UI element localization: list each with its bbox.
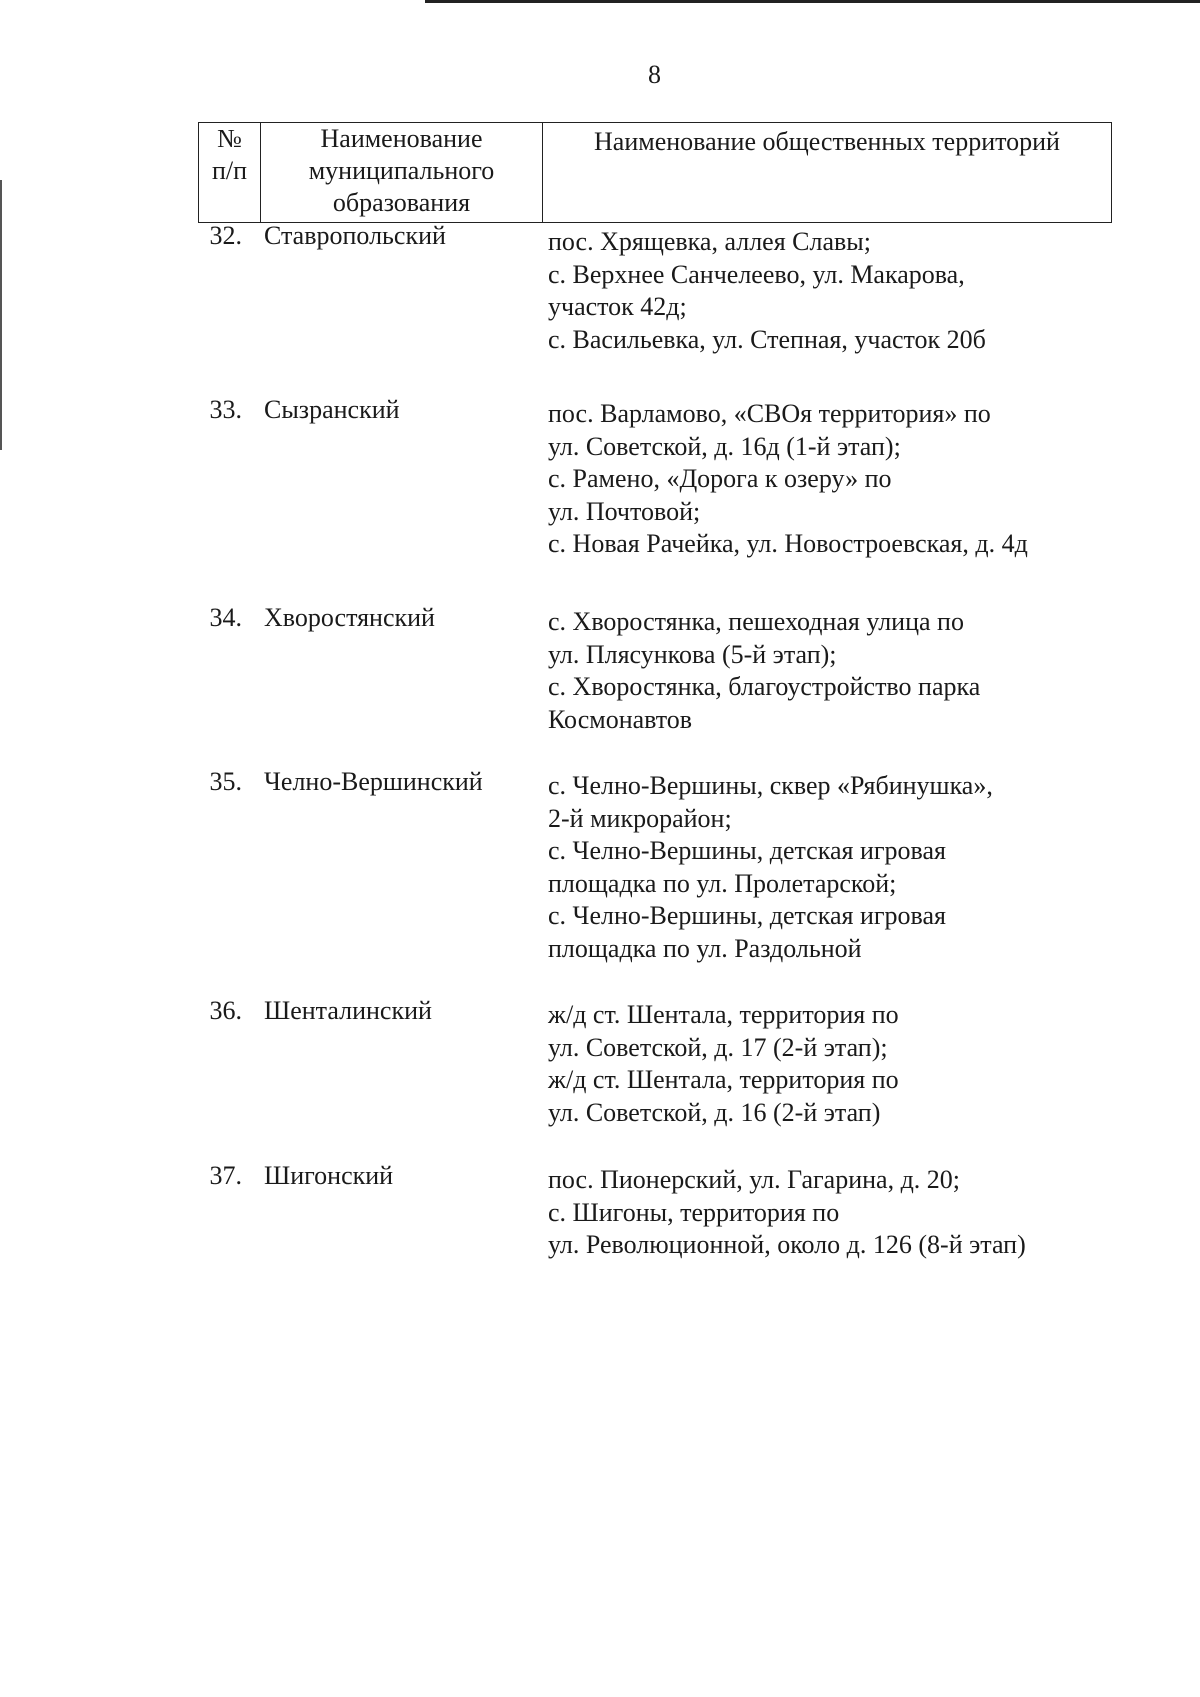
territory-list (548, 770, 1108, 966)
row-number: 37. (209, 1161, 242, 1190)
territory-line: Космонавтов (548, 704, 693, 734)
territory-line: с. Хворостянка, благоустройство парка (548, 672, 981, 702)
territory-list (548, 1164, 1108, 1262)
header-municipality-line-3: образования (332, 188, 471, 217)
municipality-name: Шенталинский (264, 996, 432, 1025)
territory-line: пос. Пионерский, ул. Гагарина, д. 20; (548, 1165, 961, 1194)
header-col-territories (543, 123, 1111, 222)
municipality-name: Хворостянский (264, 603, 435, 632)
territory-line: с. Челно-Вершины, сквер «Рябинушка», (548, 771, 993, 800)
territory-line: с. Шигоны, территория по (548, 1197, 840, 1227)
row-number: 36. (209, 996, 242, 1025)
top-border-line (425, 0, 1200, 3)
header-territories-label: Наименование общественных территорий (594, 127, 1060, 156)
page-number: 8 (648, 60, 661, 89)
row-number: 35. (209, 767, 242, 796)
table-header (198, 122, 1112, 223)
territory-line: ж/д ст. Шентала, территория по (548, 1000, 899, 1029)
header-num-line-2: п/п (211, 156, 248, 185)
territory-line: с. Новая Рачейка, ул. Новостроевская, д. 4д (548, 529, 1028, 559)
territory-line: ул. Советской, д. 17 (2-й этап); (548, 1032, 888, 1062)
territory-list (548, 398, 1108, 561)
header-num-line-1: № (217, 124, 242, 153)
header-municipality-line-2: муниципального (308, 156, 495, 185)
municipality-name: Ставропольский (264, 221, 446, 250)
row-number: 34. (209, 603, 242, 632)
territory-line: ж/д ст. Шентала, территория по (548, 1065, 899, 1095)
header-municipality-line-1: Наименование (320, 124, 483, 153)
row-number: 32. (209, 221, 242, 250)
territory-line: пос. Хрящевка, аллея Славы; (548, 227, 871, 256)
territory-line: ул. Революционной, около д. 126 (8-й этап) (548, 1230, 1026, 1260)
territory-line: ул. Почтовой; (548, 496, 701, 526)
row-number: 33. (209, 395, 242, 424)
municipality-name: Сызранский (264, 395, 400, 424)
territory-line: пос. Варламово, «СВОя территория» по (548, 399, 991, 428)
territory-line: ул. Советской, д. 16 (2-й этап) (548, 1097, 881, 1127)
territory-line: с. Хворостянка, пешеходная улица по (548, 607, 964, 636)
territory-line: с. Челно-Вершины, детская игровая (548, 901, 946, 931)
territory-list (548, 606, 1108, 736)
territory-line: ул. Советской, д. 16д (1-й этап); (548, 431, 901, 461)
territory-line: 2-й микрорайон; (548, 803, 732, 833)
territory-line: с. Верхнее Санчелеево, ул. Макарова, (548, 259, 965, 289)
header-col-number (199, 123, 261, 222)
municipality-name: Челно-Вершинский (264, 767, 483, 796)
territory-line: участок 42д; (548, 292, 687, 322)
scan-edge-line (0, 180, 2, 450)
header-col-municipality (261, 123, 543, 222)
territory-line: площадка по ул. Раздольной (548, 933, 862, 963)
territory-list (548, 999, 1108, 1129)
municipality-name: Шигонский (264, 1161, 394, 1190)
territory-list (548, 226, 1108, 356)
territory-line: с. Васильевка, ул. Степная, участок 20б (548, 324, 986, 354)
territory-line: ул. Плясункова (5-й этап); (548, 639, 837, 669)
territory-line: с. Челно-Вершины, детская игровая (548, 836, 946, 866)
territory-line: площадка по ул. Пролетарской; (548, 868, 897, 898)
territory-line: с. Рамено, «Дорога к озеру» по (548, 464, 892, 494)
